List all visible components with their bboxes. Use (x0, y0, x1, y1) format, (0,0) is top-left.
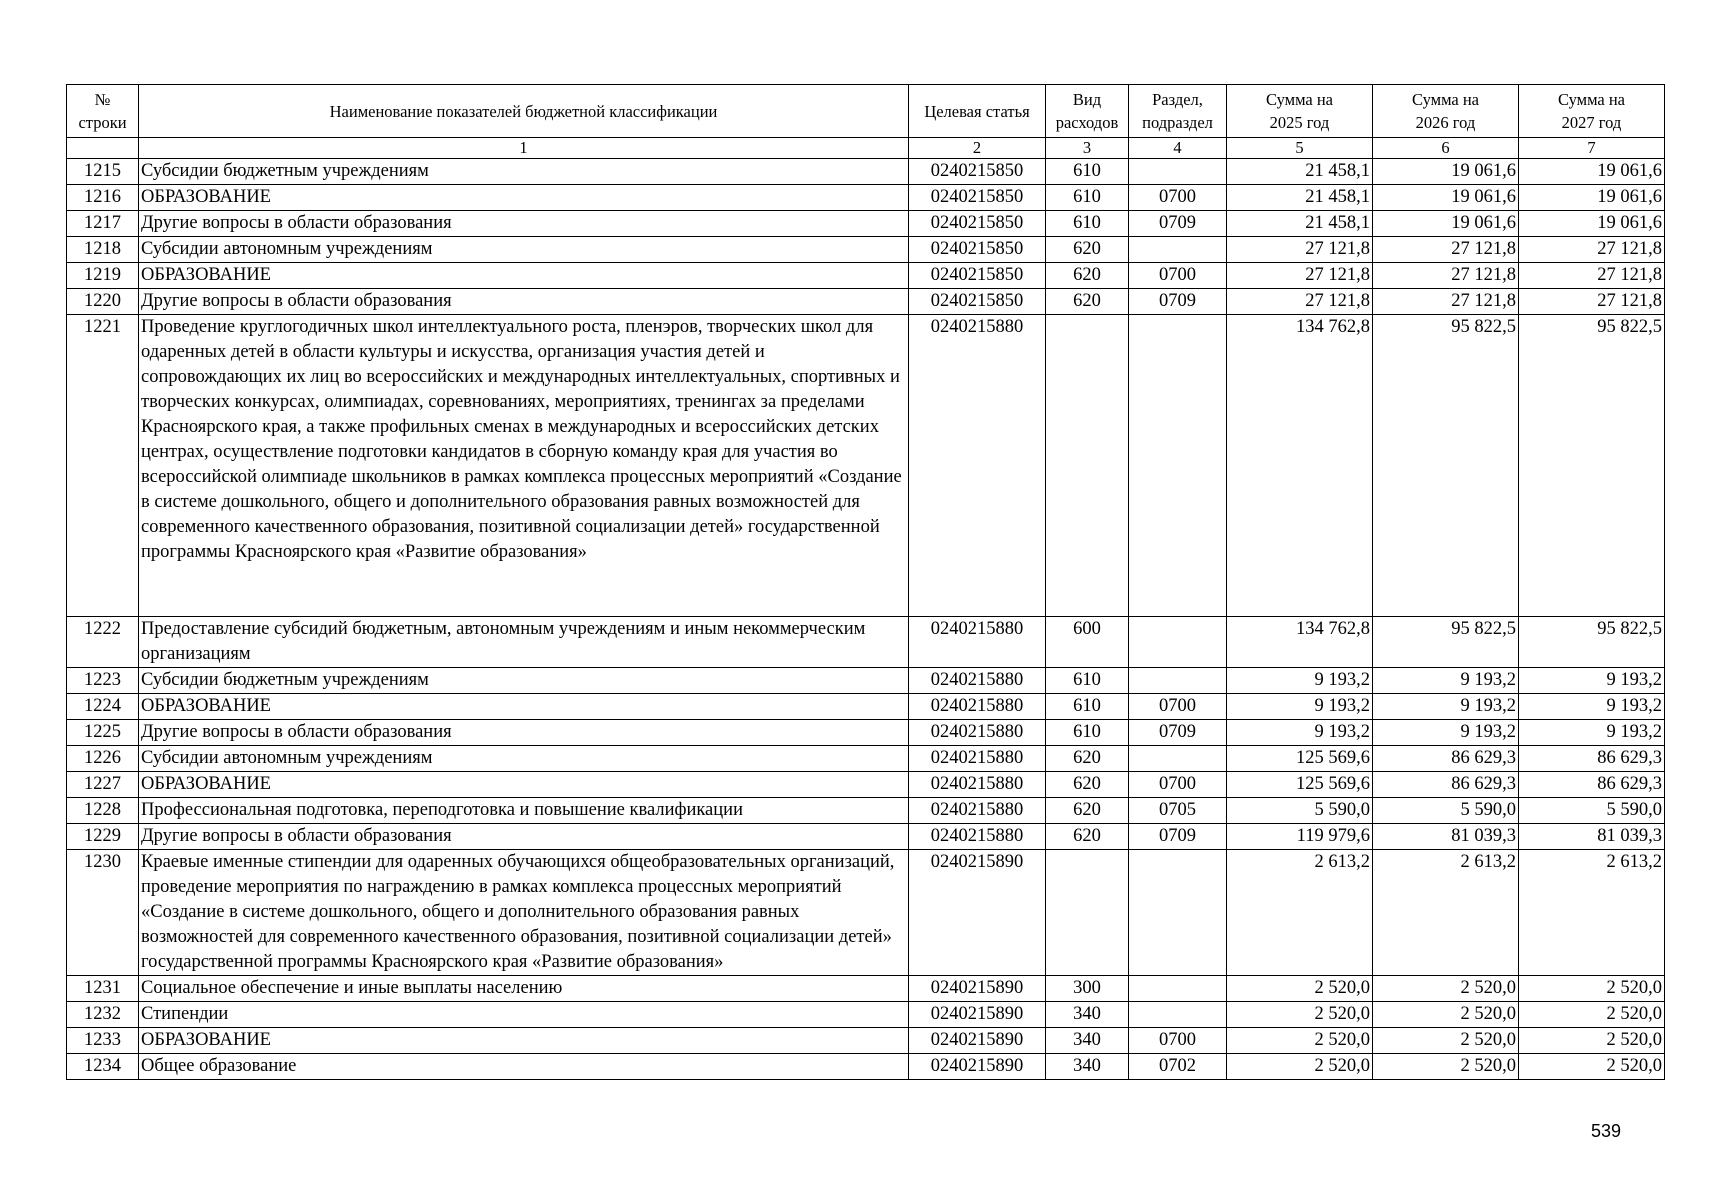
row-section (1129, 668, 1227, 694)
row-section: 0705 (1129, 798, 1227, 824)
row-section: 0709 (1129, 824, 1227, 850)
row-target: 0240215880 (909, 720, 1046, 746)
row-target: 0240215890 (909, 1028, 1046, 1054)
table-row (67, 1002, 1665, 1028)
table-row (67, 617, 1665, 668)
table-row (67, 159, 1665, 185)
row-sum-2027: 86 629,3 (1519, 772, 1665, 798)
row-sum-2027: 9 193,2 (1519, 668, 1665, 694)
row-sum-2025: 2 520,0 (1227, 976, 1373, 1002)
row-sum-2025: 27 121,8 (1227, 289, 1373, 315)
header-section-line2: подраздел (1142, 113, 1213, 132)
row-kind: 610 (1046, 720, 1129, 746)
header-row-no (67, 85, 139, 138)
row-number: 1234 (67, 1054, 139, 1080)
row-sum-2025: 134 762,8 (1227, 617, 1373, 668)
row-number: 1223 (67, 668, 139, 694)
row-sum-2027: 2 520,0 (1519, 1054, 1665, 1080)
row-sum-2027: 19 061,6 (1519, 159, 1665, 185)
header-row (67, 85, 1665, 138)
row-kind: 300 (1046, 976, 1129, 1002)
row-section (1129, 1002, 1227, 1028)
header-row-no-line1: № (94, 90, 111, 109)
row-sum-2027: 2 520,0 (1519, 976, 1665, 1002)
table-row (67, 772, 1665, 798)
header-target: Целевая статья (909, 85, 1046, 138)
row-sum-2027: 19 061,6 (1519, 211, 1665, 237)
row-target: 0240215850 (909, 159, 1046, 185)
table-row (67, 694, 1665, 720)
row-name: Субсидии автономным учреждениям (139, 237, 909, 263)
row-sum-2027: 2 613,2 (1519, 850, 1665, 976)
row-sum-2026: 9 193,2 (1373, 694, 1519, 720)
row-sum-2027: 86 629,3 (1519, 746, 1665, 772)
row-number: 1225 (67, 720, 139, 746)
row-sum-2027: 9 193,2 (1519, 694, 1665, 720)
row-sum-2027: 95 822,5 (1519, 617, 1665, 668)
column-number: 7 (1519, 138, 1665, 159)
row-kind: 600 (1046, 617, 1129, 668)
row-sum-2027: 5 590,0 (1519, 798, 1665, 824)
header-2025 (1227, 85, 1373, 138)
table-row (67, 289, 1665, 315)
row-sum-2025: 21 458,1 (1227, 211, 1373, 237)
header-name: Наименование показателей бюджетной классификации (139, 85, 909, 138)
row-name: Субсидии автономным учреждениям (139, 746, 909, 772)
row-target: 0240215880 (909, 798, 1046, 824)
row-sum-2026: 95 822,5 (1373, 315, 1519, 617)
row-number: 1226 (67, 746, 139, 772)
row-sum-2027: 19 061,6 (1519, 185, 1665, 211)
row-section: 0700 (1129, 694, 1227, 720)
row-number: 1232 (67, 1002, 139, 1028)
row-target: 0240215880 (909, 315, 1046, 617)
row-kind (1046, 850, 1129, 976)
row-sum-2026: 27 121,8 (1373, 263, 1519, 289)
row-sum-2025: 134 762,8 (1227, 315, 1373, 617)
row-section: 0700 (1129, 1028, 1227, 1054)
row-sum-2026: 86 629,3 (1373, 746, 1519, 772)
header-kind-line2: расходов (1055, 113, 1119, 132)
row-section: 0700 (1129, 263, 1227, 289)
row-kind: 620 (1046, 237, 1129, 263)
row-target: 0240215850 (909, 263, 1046, 289)
table-row (67, 976, 1665, 1002)
row-section (1129, 746, 1227, 772)
table-row (67, 720, 1665, 746)
table-row (67, 1054, 1665, 1080)
row-number: 1228 (67, 798, 139, 824)
row-target: 0240215880 (909, 668, 1046, 694)
row-kind: 610 (1046, 159, 1129, 185)
row-name: Субсидии бюджетным учреждениям (139, 668, 909, 694)
row-target: 0240215890 (909, 976, 1046, 1002)
row-sum-2026: 95 822,5 (1373, 617, 1519, 668)
row-name: Другие вопросы в области образования (139, 720, 909, 746)
row-sum-2025: 119 979,6 (1227, 824, 1373, 850)
row-target: 0240215850 (909, 237, 1046, 263)
row-number: 1229 (67, 824, 139, 850)
column-number: 3 (1046, 138, 1129, 159)
row-number: 1221 (67, 315, 139, 617)
header-2026-line1: Сумма на (1412, 90, 1479, 109)
row-sum-2027: 27 121,8 (1519, 237, 1665, 263)
row-name: ОБРАЗОВАНИЕ (139, 1028, 909, 1054)
row-sum-2026: 9 193,2 (1373, 720, 1519, 746)
row-target: 0240215880 (909, 772, 1046, 798)
page-number: 539 (1591, 1121, 1622, 1141)
row-target: 0240215890 (909, 1002, 1046, 1028)
header-2025-line1: Сумма на (1266, 90, 1333, 109)
table-row (67, 211, 1665, 237)
row-name: ОБРАЗОВАНИЕ (139, 772, 909, 798)
header-2027 (1519, 85, 1665, 138)
row-sum-2025: 27 121,8 (1227, 237, 1373, 263)
row-sum-2026: 2 520,0 (1373, 1002, 1519, 1028)
row-kind: 620 (1046, 824, 1129, 850)
row-target: 0240215880 (909, 694, 1046, 720)
row-name: Другие вопросы в области образования (139, 211, 909, 237)
column-number-blank (67, 138, 139, 159)
row-kind: 620 (1046, 798, 1129, 824)
table-row (67, 668, 1665, 694)
row-sum-2027: 81 039,3 (1519, 824, 1665, 850)
row-name: ОБРАЗОВАНИЕ (139, 185, 909, 211)
row-name: ОБРАЗОВАНИЕ (139, 263, 909, 289)
row-name: Стипендии (139, 1002, 909, 1028)
row-sum-2025: 2 520,0 (1227, 1054, 1373, 1080)
row-sum-2026: 5 590,0 (1373, 798, 1519, 824)
row-target: 0240215890 (909, 1054, 1046, 1080)
row-target: 0240215850 (909, 211, 1046, 237)
row-name: Предоставление субсидий бюджетным, автономным учреждениям и иным некоммерческим организациям (139, 617, 909, 668)
row-sum-2025: 125 569,6 (1227, 746, 1373, 772)
row-sum-2026: 2 520,0 (1373, 1054, 1519, 1080)
row-number: 1222 (67, 617, 139, 668)
row-kind: 610 (1046, 211, 1129, 237)
row-target: 0240215880 (909, 824, 1046, 850)
header-2027-line1: Сумма на (1558, 90, 1625, 109)
row-sum-2027: 2 520,0 (1519, 1002, 1665, 1028)
row-name: Социальное обеспечение и иные выплаты населению (139, 976, 909, 1002)
table-row (67, 824, 1665, 850)
row-sum-2026: 86 629,3 (1373, 772, 1519, 798)
table-body (67, 159, 1665, 1080)
column-number: 5 (1227, 138, 1373, 159)
row-sum-2026: 19 061,6 (1373, 211, 1519, 237)
row-sum-2026: 9 193,2 (1373, 668, 1519, 694)
header-kind-line1: Вид (1072, 90, 1102, 109)
row-sum-2027: 27 121,8 (1519, 289, 1665, 315)
column-number: 2 (909, 138, 1046, 159)
budget-table (66, 84, 1665, 1080)
row-section: 0709 (1129, 289, 1227, 315)
row-sum-2026: 81 039,3 (1373, 824, 1519, 850)
table-row (67, 1028, 1665, 1054)
row-number: 1215 (67, 159, 139, 185)
row-sum-2026: 19 061,6 (1373, 185, 1519, 211)
row-kind: 340 (1046, 1028, 1129, 1054)
row-number: 1218 (67, 237, 139, 263)
row-section (1129, 237, 1227, 263)
row-sum-2027: 9 193,2 (1519, 720, 1665, 746)
row-sum-2025: 125 569,6 (1227, 772, 1373, 798)
row-number: 1216 (67, 185, 139, 211)
row-sum-2027: 95 822,5 (1519, 315, 1665, 617)
row-section: 0702 (1129, 1054, 1227, 1080)
column-number: 4 (1129, 138, 1227, 159)
row-sum-2027: 2 520,0 (1519, 1028, 1665, 1054)
row-name: Общее образование (139, 1054, 909, 1080)
row-number: 1233 (67, 1028, 139, 1054)
row-kind: 340 (1046, 1002, 1129, 1028)
header-2026-line2: 2026 год (1415, 113, 1476, 132)
row-name: ОБРАЗОВАНИЕ (139, 694, 909, 720)
row-section (1129, 850, 1227, 976)
row-sum-2026: 27 121,8 (1373, 289, 1519, 315)
row-sum-2026: 2 520,0 (1373, 976, 1519, 1002)
row-kind: 610 (1046, 694, 1129, 720)
row-sum-2025: 5 590,0 (1227, 798, 1373, 824)
row-section: 0700 (1129, 772, 1227, 798)
row-sum-2025: 9 193,2 (1227, 694, 1373, 720)
column-number: 1 (139, 138, 909, 159)
row-target: 0240215880 (909, 617, 1046, 668)
row-target: 0240215890 (909, 850, 1046, 976)
header-row-no-line2: строки (78, 113, 127, 132)
row-number: 1224 (67, 694, 139, 720)
row-sum-2025: 9 193,2 (1227, 720, 1373, 746)
row-number: 1231 (67, 976, 139, 1002)
row-sum-2025: 2 520,0 (1227, 1028, 1373, 1054)
header-kind (1046, 85, 1129, 138)
row-kind: 620 (1046, 772, 1129, 798)
row-kind: 610 (1046, 668, 1129, 694)
row-number: 1219 (67, 263, 139, 289)
row-sum-2026: 19 061,6 (1373, 159, 1519, 185)
row-sum-2027: 27 121,8 (1519, 263, 1665, 289)
table-row (67, 746, 1665, 772)
row-sum-2025: 2 613,2 (1227, 850, 1373, 976)
row-section (1129, 617, 1227, 668)
header-section-line1: Раздел, (1152, 90, 1203, 109)
column-number-row (67, 138, 1665, 159)
row-name: Профессиональная подготовка, переподготовка и повышение квалификации (139, 798, 909, 824)
row-kind (1046, 315, 1129, 617)
row-sum-2026: 27 121,8 (1373, 237, 1519, 263)
table-row (67, 185, 1665, 211)
row-kind: 610 (1046, 185, 1129, 211)
header-2026 (1373, 85, 1519, 138)
row-sum-2025: 9 193,2 (1227, 668, 1373, 694)
row-section: 0709 (1129, 720, 1227, 746)
row-target: 0240215880 (909, 746, 1046, 772)
table-row (67, 798, 1665, 824)
row-name: Проведение круглогодичных школ интеллектуального роста, пленэров, творческих школ для одаренных детей в области культуры и искусства, организация участия детей и сопровождающих их лиц во всероссийских и международных интеллектуальных, спортивных и творческих конкурсах, олимпиадах, соревнованиях, мероприятиях, тренингах за пределами Красноярского края, а также профильных сменах в международных и всероссийских детских центрах, осуществление подготовки кандидатов в сборную команду края для участия во всероссийской олимпиаде школьников в рамках комплекса процессных мероприятий «Создание в системе дошкольного, общего и дополнительного образования равных возможностей для современного качественного образования, позитивной социализации детей» государственной программы Красноярского края «Развитие образования» (139, 315, 909, 617)
row-sum-2026: 2 613,2 (1373, 850, 1519, 976)
row-kind: 620 (1046, 746, 1129, 772)
row-number: 1230 (67, 850, 139, 976)
row-number: 1220 (67, 289, 139, 315)
row-section: 0709 (1129, 211, 1227, 237)
row-section (1129, 315, 1227, 617)
table-row (67, 263, 1665, 289)
row-target: 0240215850 (909, 289, 1046, 315)
table-row (67, 850, 1665, 976)
row-section (1129, 159, 1227, 185)
row-sum-2025: 21 458,1 (1227, 185, 1373, 211)
row-name: Другие вопросы в области образования (139, 289, 909, 315)
row-number: 1227 (67, 772, 139, 798)
table-row (67, 315, 1665, 617)
table-row (67, 237, 1665, 263)
row-kind: 620 (1046, 263, 1129, 289)
row-sum-2025: 2 520,0 (1227, 1002, 1373, 1028)
row-name: Другие вопросы в области образования (139, 824, 909, 850)
row-section (1129, 976, 1227, 1002)
row-section: 0700 (1129, 185, 1227, 211)
column-number: 6 (1373, 138, 1519, 159)
row-name: Субсидии бюджетным учреждениям (139, 159, 909, 185)
row-kind: 340 (1046, 1054, 1129, 1080)
header-2025-line2: 2025 год (1269, 113, 1330, 132)
row-target: 0240215850 (909, 185, 1046, 211)
row-sum-2025: 27 121,8 (1227, 263, 1373, 289)
row-kind: 620 (1046, 289, 1129, 315)
header-section (1129, 85, 1227, 138)
row-sum-2026: 2 520,0 (1373, 1028, 1519, 1054)
row-sum-2025: 21 458,1 (1227, 159, 1373, 185)
row-name: Краевые именные стипендии для одаренных обучающихся общеобразовательных организаций, проведение мероприятия по награждению в рамках комплекса процессных мероприятий «Создание в системе дошкольного, общего и дополнительного образования равных возможностей для современного качественного образования, позитивной социализации детей» государственной программы Красноярского края «Развитие образования» (139, 850, 909, 976)
row-number: 1217 (67, 211, 139, 237)
header-2027-line2: 2027 год (1561, 113, 1622, 132)
